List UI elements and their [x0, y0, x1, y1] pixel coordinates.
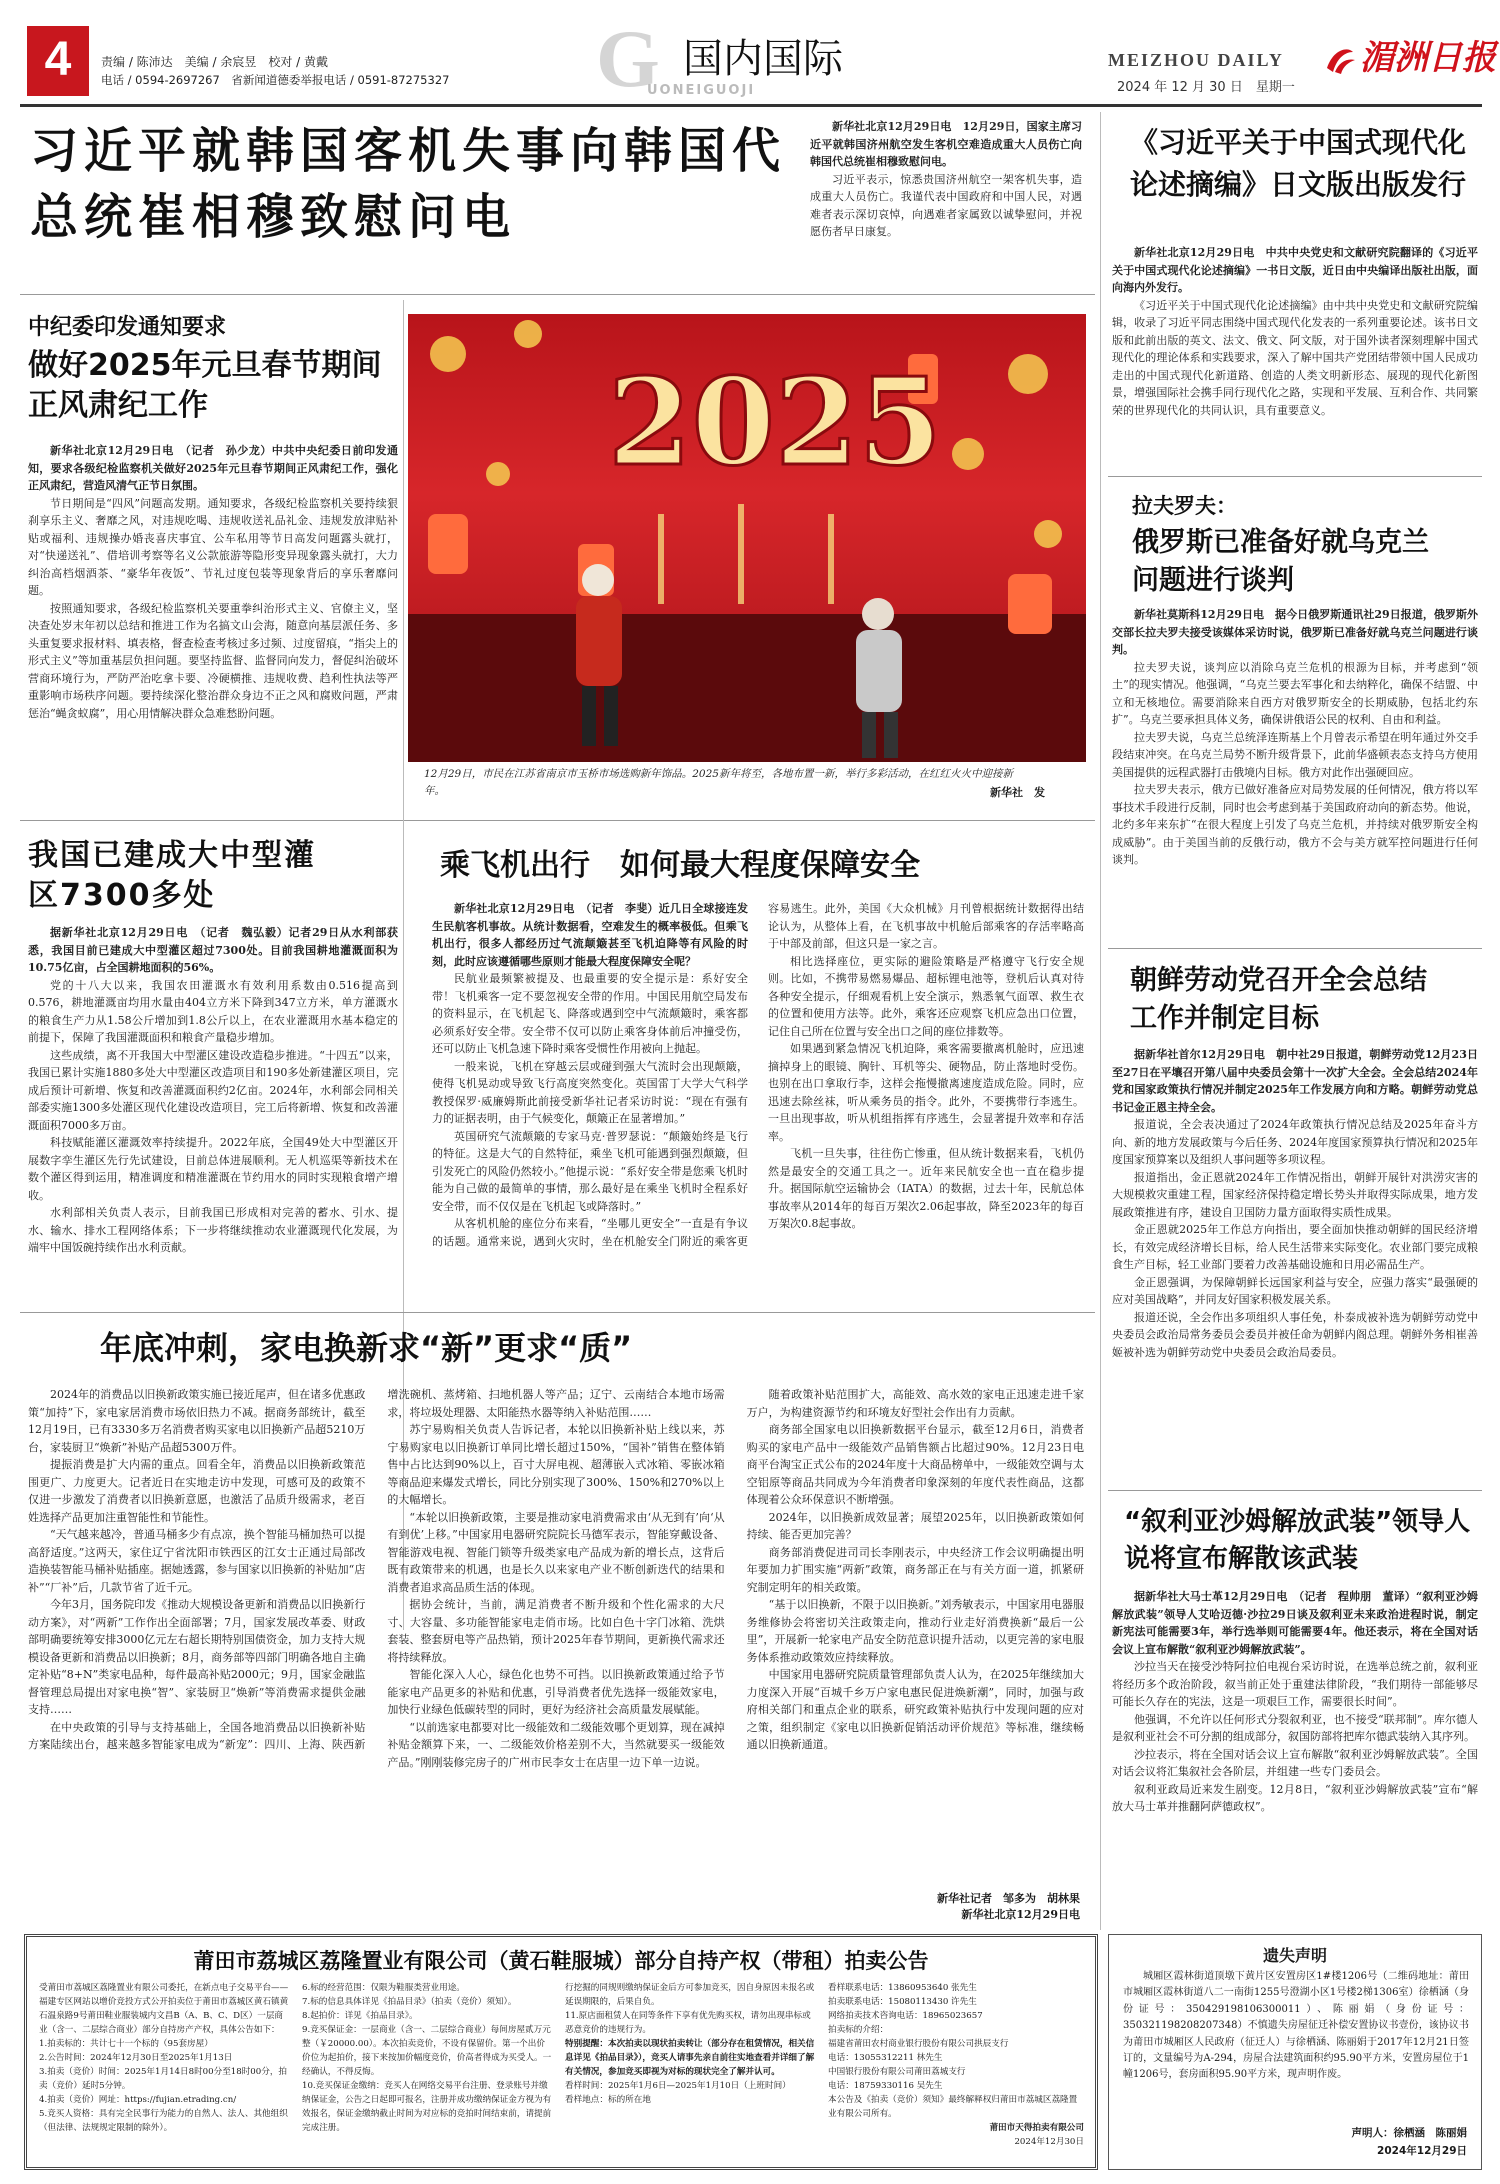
section-title: 国内国际 — [683, 36, 843, 82]
appliance-paragraph: 2024年的消费品以旧换新政策实施已接近尾声，但在诸多优惠政策“加持”下，家电家居消费市场依旧热力不减。据商务部统计，截至12月19日，已有3330多万名消费者购买家电以旧换新产品超5210万台，家装厨卫“焕新”补贴产品超5300万件。 — [28, 1388, 366, 1454]
divider — [20, 1312, 1095, 1313]
lavrov-paragraph: 拉夫罗夫说，乌克兰总统泽连斯基上个月曾表示希望在明年通过外交手段结束冲突。在乌克兰局势不断升级背景下，此前华盛顿表态支持乌方使用美国提供的远程武器打击俄境内目标。俄方对此作出强硬回应。 — [1112, 730, 1478, 779]
appliance-paragraph: 据协会统计，当前，满足消费者不断升级和个性化需求的大尺寸、大容量、多功能智能家电走俏市场。比如白色十字门冰箱、洗烘套装、整套厨电等产品热销，预计2025年春节期间，更新换代需求还将持续释放。 — [387, 1598, 725, 1664]
auction-line: 2024年12月30日 — [1014, 2137, 1084, 2147]
page-number: 4 — [44, 33, 72, 86]
dprk-paragraph: 据新华社首尔12月29日电 朝中社29日报道，朝鲜劳动党12月23日至27日在平壤召开第八届中央委员会第十一次扩大全会。全会总结2024年党和国家政策执行情况并制定2025年工作发展方向和方略。朝鲜劳动党总书记金正恩主持全会。 — [1112, 1048, 1478, 1114]
auction-line: 7.标的信息具体详见《拍品目录》（拍卖（竞价）须知）。 — [302, 1997, 517, 2007]
appliance-credit-reporters: 新华社记者 邹多为 胡林果 — [937, 1892, 1080, 1905]
masthead-rule — [20, 104, 1482, 107]
irrigation-paragraph: 据新华社北京12月29日电 （记者 魏弘毅）记者29日从水利部获悉，我国目前已建成大中型灌区超过7300处。目前我国耕地灌溉面积为10.75亿亩，占全国耕地面积的56%。 — [28, 926, 398, 974]
auction-line: 10.竞买保证金缴纳：竞买人在网络交易平台注册、登录账号并缴纳保证金，公告之日起即可报名，注册并成功缴纳保证金方视为有效报名，保证金缴纳截止时间为对应标的竞拍时间结束前，请提前完成注册。 — [302, 2081, 552, 2133]
book-paragraph: 新华社北京12月29日电 中共中央党史和文献研究院翻译的《习近平关于中国式现代化论述摘编》一书日文版，近日由中央编译出版社出版，面向海内外发行。 — [1112, 246, 1478, 294]
appliance-paragraph: 随着政策补贴范围扩大，高能效、高水效的家电正迅速走进千家万户，为构建资源节约和环境友好型社会作出有力贡献。 — [746, 1388, 1084, 1419]
syria-paragraph: 他强调，不允许以任何形式分裂叙利亚，也不接受“联邦制”。库尔德人是叙利亚社会不可分割的组成部分，叙国防部将把库尔德武装纳入其序列。 — [1112, 1712, 1478, 1743]
auction-line: 电话：13055312211 林先生 — [828, 2053, 943, 2063]
auction-column — [39, 1981, 289, 2165]
auction-line: 看样联系电话：13860953640 张先生 — [828, 1983, 977, 1993]
lead-story-paragraph: 习近平表示，惊悉贵国济州航空一架客机失事，造成重大人员伤亡。我谨代表中国政府和中国人民，对遇难者表示深切哀悼，向遇难者家属致以诚挚慰问，并祝愿伤者早日康复。 — [810, 172, 1082, 238]
auction-line: 11.原店面租赁人在同等条件下享有优先购买权，请勿出现串标或恶意竞价的违规行为。 — [565, 2011, 811, 2035]
appliance-headline: 年底冲刺，家电换新求“新”更求“质” — [100, 1329, 633, 1367]
discipline-paragraph: 按照通知要求，各级纪检监察机关要重拳纠治形式主义、官僚主义，坚决查处岁末年初以总结和推进工作为名搞文山会海，随意向基层派任务、多头重复要求报材料、填表格，督查检查考核过多过频、过度留痕，“指尖上的形式主义”等加重基层负担问题。要坚持监督、监督同向发力，督促纠治破坏营商环境行为，严防严治吃拿卡要、冷硬横推、违规收费、趋利性执法等严重影响市场秩序问题。要持续深化整治群众身边不正之风和腐败问题，严肃惩治“蝇贪蚁腐”，用心用情解决群众急难愁盼问题。 — [28, 601, 398, 720]
lavrov-kicker: 拉夫罗夫： — [1132, 494, 1237, 518]
discipline-paragraph: 节日期间是“四风”问题高发期。通知要求，各级纪检监察机关要持续狠刹享乐主义、奢靡之风，对违规吃喝、违规收送礼品礼金、违规发放津贴补贴或福利、违规操办婚丧喜庆事宜、公车私用等节日高发问题露头就打，对“快递送礼”、借培训考察等名义公款旅游等隐形变异现象露头就打，大力纠治高档烟酒茶、“豪华年夜饭”、节礼过度包装等现象背后的享乐奢靡问题。 — [28, 496, 398, 597]
appliance-paragraph: 提振消费是扩大内需的重点。回看全年，消费品以旧换新政策范围更广、力度更大。记者近日在实地走访中发现，可感可及的政策不仅进一步激发了消费者以旧换新意愿，也激活了品质升级需求，老百姓选择产品更加注重智能性和节能性。 — [28, 1458, 366, 1524]
auction-line: 网络拍卖技术咨询电话：18965023657 — [828, 2011, 983, 2021]
divider — [1100, 112, 1101, 1930]
syria-headline: “叙利亚沙姆解放武装”领导人说将宣布解散该武装 — [1124, 1507, 1471, 1574]
section-letter: G — [596, 13, 660, 104]
dprk-paragraph: 报道说，全会表决通过了2024年政策执行情况总结及2025年奋斗方向、新的地方发展政策与今后任务、2024年度国家预算执行情况和2025年度国家预算案以及组织人事问题等多项议程。 — [1112, 1118, 1478, 1166]
dprk-paragraph: 报道还说，全会作出多项组织人事任免，朴泰成被补选为朝鲜劳动党中央委员会政治局常务委员会委员并被任命为朝鲜内阁总理。朝鲜外务相崔善姬被补选为朝鲜劳动党中央委员会政治局委员。 — [1112, 1310, 1478, 1359]
lost-notice — [1108, 1934, 1482, 2170]
dprk-paragraph: 报道指出，金正恩就2024年工作情况指出，朝鲜开展针对洪涝灾害的大规模救灾重建工程，国家经济保持稳定增长势头并取得实际成果，地方发展政策推进有序，建设自卫国防力量方面取得实质性成果。 — [1112, 1170, 1478, 1219]
auction-line: 5.竞买人资格：具有完全民事行为能力的自然人、法人、其他组织（但法律、法规规定限制的除外）。 — [39, 2109, 288, 2133]
flight-headline: 乘飞机出行 如何最大程度保障安全 — [440, 848, 920, 883]
appliance-paragraph: 今年3月，国务院印发《推动大规模设备更新和消费品以旧换新行动方案》，对“两新”工作作出全面部署；7月，国家发展改革委、财政部明确要统筹安排3000亿元左右超长期特别国债资金，加力支持大规模设备更新和消费品以旧换新；8月，商务部等四部门明确各地自主确定补贴“8+N”类家电品种，每件最高补贴2000元；9月，国家金融监督管理总局提出对家电换“智”、家装厨卫“焕新”等消费需求提供金融支持…… — [28, 1598, 366, 1716]
dprk-paragraph: 金正恩就2025年工作总方向指出，要全面加快推动朝鲜的国民经济增长，有效完成经济增长目标，给人民生活带来实际变化。农业部门要完成粮食生产目标，轻工业部门要着力改善基础设施和日用必需品生产。 — [1112, 1223, 1478, 1271]
flight-paragraph: 从客机机舱的座位分布来看，“坐哪儿更安全”一直是有争议的话题。通常来说，遇到火灾时，坐在机舱安全门附近的乘客更容易逃生。此外，美国《大众机械》月刊曾根据统计数据得出结论认为，从整体上看，在飞机事故中机舱后部乘客的存活率略高于中部及前部，但这只是一家之言。 — [432, 902, 1084, 1248]
photo-artwork — [408, 314, 1086, 762]
syria-paragraph: 叙利亚政局近来发生剧变。12月8日，“叙利亚沙姆解放武装”宣布“解放大马士革并推翻阿萨德政权”。 — [1112, 1782, 1478, 1813]
auction-line: 拍卖标的介绍： — [828, 2025, 889, 2035]
flight-paragraph: 飞机一旦失事，往往伤亡惨重，但从统计数据来看，飞机仍然是最安全的交通工具之一。近年来民航安全也一直在稳步提升。据国际航空运输协会（IATA）的数据，过去十年，民航总体事故率从2014年的每百万架次2.06起事故，降至2023年的每百万架次0.8起事故。 — [768, 1147, 1084, 1230]
appliance-paragraph: 2024年，以旧换新成效显著；展望2025年，以旧换新政策如何持续、能否更加完善？ — [746, 1510, 1084, 1541]
auction-line: 6.标的经营范围：仅限为鞋服类营业用途。 — [302, 1983, 465, 1993]
auction-column — [828, 1981, 1084, 2165]
flight-paragraph: 新华社北京12月29日电 （记者 李斐）近几日全球接连发生民航客机事故。从统计数据看，空难发生的概率极低。但乘飞机出行，很多人都经历过气流颠簸甚至飞机迫降等有风险的时刻，此时应该遵循哪些原则才能最大程度保障安全呢？ — [432, 902, 748, 968]
syria-paragraph: 沙拉表示，将在全国对话会议上宣布解散“叙利亚沙姆解放武装”。全国对话会议将汇集叙社会各阶层，并组建一些专门委员会。 — [1112, 1747, 1478, 1778]
lavrov-paragraph: 拉夫罗夫说，谈判应以消除乌克兰危机的根源为目标，并考虑到“领土”的现实情况。他强调，“乌克兰要去军事化和去纳粹化，确保不结盟、中立和无核地位。需要消除来自西方对俄罗斯安全的长期威胁，包括北约东扩”。乌克兰要承担具体义务，确保讲俄语公民的权利、自由和利益。 — [1112, 660, 1478, 726]
discipline-kicker: 中纪委印发通知要求 — [28, 315, 227, 340]
paper-chinese-name: 湄洲日报 — [1360, 38, 1496, 78]
issue-date: 2024 年 12 月 30 日 星期一 — [1117, 80, 1295, 95]
irrigation-headline: 我国已建成大中型灌区7300多处 — [28, 838, 316, 913]
lavrov-headline: 俄罗斯已准备好就乌克兰问题进行谈判 — [1132, 527, 1429, 596]
auction-line: 莆田市天得拍卖有限公司 — [989, 2123, 1084, 2133]
auction-line: 1.拍卖标的：共计七十一个标的（95套房屋） — [39, 2039, 213, 2049]
irrigation-body — [28, 924, 398, 1292]
book-body — [1112, 244, 1478, 470]
appliance-paragraph: 商务部消费促进司司长李刚表示，中央经济工作会议明确提出明年要加力扩围实施“两新”政策，商务部正在与有关方面一道，抓紧研究制定明年的相关政策。 — [746, 1545, 1084, 1594]
auction-line: 特别提醒：本次拍卖以现状拍卖转让（部分存在租赁情况，相关信息详见《拍品目录》），竞买人请事先亲自前往实地查看并详细了解有关情况，参加竞买即视为对标的现状完全了解并认可。 — [565, 2039, 815, 2077]
auction-headline: 莆田市荔城区荔隆置业有限公司（黄石鞋服城）部分自持产权（带租）拍卖公告 — [193, 1948, 929, 1973]
syria-paragraph: 据新华社大马士革12月29日电 （记者 程帅朋 董译）“叙利亚沙姆解放武装”领导人艾哈迈德·沙拉29日谈及叙利亚未来政治进程时说，制定新宪法可能需要3年，举行选举则可能需要4年。他还表示，将在全国对话会议上宣布解散“叙利亚沙姆解放武装”。 — [1112, 1590, 1478, 1656]
auction-line: 看样地点：标的所在地 — [565, 2095, 651, 2105]
discipline-body — [28, 442, 398, 810]
book-headline: 《习近平关于中国式现代化论述摘编》日文版出版发行 — [1130, 126, 1467, 201]
paper-english-name: MEIZHOU DAILY — [1108, 50, 1284, 70]
section-pinyin: UONEIGUOJI — [647, 83, 756, 98]
divider — [1108, 1490, 1482, 1491]
appliance-paragraph: “本轮以旧换新政策，主要是推动家电消费需求由‘从无到有’向‘从有到优’上移。”中国家用电器研究院院长马德军表示，智能穿戴设备、智能游戏电视、智能门锁等升级类家电产品成为新的增长点，这背后既有政策带来的机遇，也是长久以来家电产业不断创新迭代的结果和消费者追求高品质生活的体现。 — [387, 1510, 725, 1594]
irrigation-paragraph: 科技赋能灌区灌溉效率持续提升。2022年底，全国49处大中型灌区开展数字孪生灌区先行先试建设，目前总体进展顺利。无人机巡渠等新技术在数个灌区得到运用，精准调度和精准灌溉在节约用水的同时实现粮食增产增收。 — [28, 1136, 398, 1202]
divider — [1108, 476, 1482, 477]
auction-line: 看样时间：2025年1月6日—2025年1月10日（上班时间） — [565, 2081, 791, 2091]
auction-line: 拍卖联系电话：15080113430 许先生 — [828, 1997, 977, 2007]
lost-notice-date: 2024年12月29日 — [1377, 2145, 1467, 2157]
auction-column — [565, 1981, 815, 2165]
paper-logo-icon — [1323, 42, 1357, 76]
auction-line: 中国银行股份有限公司莆田荔城支行 — [828, 2067, 966, 2077]
lead-story-paragraph: 新华社北京12月29日电 12月29日，国家主席习近平就韩国济州航空发生客机空难造成重大人员伤亡向韩国代总统崔相穆致慰问电。 — [810, 120, 1082, 168]
lavrov-body — [1112, 606, 1478, 942]
divider — [20, 294, 1095, 295]
discipline-paragraph: 新华社北京12月29日电 （记者 孙少龙）中共中央纪委日前印发通知，要求各级纪检监察机关做好2025年元旦春节期间正风肃纪工作，强化正风肃纪，营造风清气正节日氛围。 — [28, 444, 398, 492]
photo-caption — [408, 766, 1086, 800]
book-paragraph: 《习近平关于中国式现代化论述摘编》由中共中央党史和文献研究院编辑，收录了习近平同志围绕中国式现代化发表的一系列重要论述。该书日文版和此前出版的英文、法文、俄文、阿文版，对于国外读者深刻理解中国式现代化的理论体系和实践要求，深入了解中国共产党团结带领中国人民成功走出的中国式现代化新道路、创造的人类文明新形态、展现的现代化新图景，增强国际社会携手同行现代化之路，实现和平发展、互利合作、共同繁荣的世界现代化的共同认识，具有重要意义。 — [1112, 298, 1478, 417]
auction-line: 行挖掘的同规则缴纳保证金后方可参加竞买，因自身原因未报名或延误期限的，后果自负。 — [565, 1983, 815, 2007]
appliance-paragraph: 在中央政策的引导与支持基础上，全国各地消费品以旧换新补贴方案陆续出台，越来越多智能家电成为“新宠”：四川、上海、陕西新增洗碗机、蒸烤箱、扫地机器人等产品；辽宁、云南结合本地市场需求，将垃圾处理器、太阳能热水器等纳入补贴范围…… — [28, 1388, 725, 1751]
auction-line: 4.拍卖（竞价）网址：https://fujian.etrading.cn/ — [39, 2095, 237, 2105]
appliance-paragraph: 中国家用电器研究院质量管理部负责人认为，在2025年继续加大力度深入开展“百城千乡万户家电惠民促进焕新潮”，同时，加强与政府相关部门和重点企业的联系，研究政策补贴执行中发现问题的应对之策，组织制定《家电以旧换新促销活动评价规范》等标准，继续畅通以旧换新通道。 — [746, 1668, 1084, 1751]
appliance-body — [28, 1386, 1084, 1884]
auction-line: 9.竞买保证金：一层商业（含一、二层综合商业）每间房屋贰万元整（￥20000.00）。本次拍卖竞价，不设有保留价。第一个出价价位为起拍价，接下来按加价幅度竞价，价高者得成为买受人。一经确认，不得反悔。 — [302, 2025, 552, 2077]
appliance-paragraph: 商务部全国家电以旧换新数据平台显示，截至12月6日，消费者购买的家电产品中一级能效产品销售额占比超过90%。12月23日电商平台淘宝正式公布的2024年度十大商品榜单中，一级能效空调与太空铝原等商品共同成为今年消费者印象深刻的年度代表性商品，这都体现着公众环保意识不断增强。 — [746, 1423, 1084, 1506]
dprk-body — [1112, 1046, 1478, 1484]
auction-notice — [24, 1934, 1098, 2170]
editors-line: 责编 / 陈沛达 美编 / 余宸昱 校对 / 黄戴 — [101, 55, 329, 69]
flight-paragraph: 相比选择座位，更实际的避险策略是严格遵守飞行安全规则。比如，不携带易燃易爆品、超标锂电池等，登机后认真对待各种安全提示，仔细观看机上安全演示，熟悉氧气面罩、救生衣的位置和使用方法等。此外，乘客还应观察飞机应急出口位置，记住自己所在位置与安全出口之间的座位排数等。 — [768, 954, 1084, 1038]
auction-line: 8.起拍价：详见《拍品目录》。 — [302, 2011, 418, 2021]
auction-line: 电话：18759330116 吴先生 — [828, 2081, 943, 2091]
auction-line: 本公告及《拍卖（竞价）须知》最终解释权归莆田市荔城区荔隆置业有限公司所有。 — [828, 2095, 1078, 2119]
auction-line: 受莆田市荔城区荔隆置业有限公司委托，在新点电子交易平台——福建专区网站以增价竞投方式公开拍卖位于莆田市荔城区黄石镇黄石温泉路9号莆田鞋业服装城内文昌B（A、B、C、D区）一层商业（含一、二层综合商业）部分自持房产产权，具体公告如下： — [39, 1983, 289, 2035]
flight-paragraph: 英国研究气流颠簸的专家马克·普罗瑟说：“颠簸始终是飞行的特征。这是大气的自然特征，乘坐飞机可能遇到强烈颠簸，但引发死亡的风险仍然较小。”他提示说：“系好安全带是您乘飞机时能为自己做的最简单的事情，那么最好是在乘坐飞机时全程系好安全带，而不仅仅是在飞机起飞或降落时。” — [432, 1129, 748, 1213]
appliance-paragraph: “基于以旧换新，不限于以旧换新。”刘秀敏表示，中国家用电器服务维修协会将密切关注政策走向，推动行业走好消费换新“最后一公里”，开展新一轮家电产品安全防范意识提升活动，以更完善的家电服务体系推动政策效应持续释放。 — [746, 1598, 1084, 1664]
auction-line: 福建省莆田农村商业银行股份有限公司拱辰支行 — [828, 2039, 1009, 2049]
flight-paragraph: 一般来说，飞机在穿越云层或碰到强大气流时会出现颠簸，使得飞机晃动或导致飞行高度突然变化。英国雷丁大学大气科学教授保罗·威廉姆斯此前接受新华社记者采访时说：“现在有强有力的证据表明，由于气候变化，颠簸正在显著增加。” — [432, 1059, 748, 1125]
irrigation-paragraph: 党的十八大以来，我国农田灌溉水有效利用系数由0.516提高到0.576，耕地灌溉亩均用水量由404立方米下降到347立方米，单方灌溉水的粮食生产力从1.58公斤增加到1.8公斤以上，在农业灌溉用水基本稳定的前提下，保障了我国灌溉面积和粮食产量稳步增加。 — [28, 978, 398, 1044]
lead-headline: 习近平就韩国客机失事向韩国代总统崔相穆致慰问电 — [30, 123, 787, 245]
appliance-paragraph: 苏宁易购相关负责人告诉记者，本轮以旧换新补贴上线以来，苏宁易购家电以旧换新订单同比增长超过150%，“国补”销售在整体销售中占比达到90%以上，百寸大屏电视、超薄嵌入式冰箱、零嵌冰箱等商品迎来爆发式增长，同比分别实现了300%、150%和270%以上的大幅增长。 — [387, 1423, 725, 1506]
photo-credit: 新华社 发 — [990, 786, 1045, 799]
discipline-headline: 做好2025年元旦春节期间正风肃纪工作 — [28, 348, 382, 423]
irrigation-paragraph: 水利部相关负责人表示，目前我国已形成相对完善的蓄水、引水、提水、输水、排水工程网络体系；下一步将继续推动农业灌溉现代化发展，为端牢中国饭碗持续作出水利贡献。 — [28, 1206, 398, 1254]
appliance-credit — [800, 1890, 1080, 1922]
flight-paragraph: 民航业最频繁被提及、也最重要的安全提示是：系好安全带！飞机乘客一定不要忽视安全带的作用。中国民用航空局发布的资料显示，在飞机起飞、降落或遇到空中气流颠簸时，乘客都必须系好安全带。安全带不仅可以防止乘客身体前后冲撞受伤，还可以防止飞机急速下降时乘客受惯性作用被向上抛起。 — [432, 972, 748, 1055]
lost-notice-body: 城厢区霞林街道顶墩下黄片区安置房区1#楼1206号（二维码地址：莆田市城厢区霞林街道八二一南街1255号澄湖小区1号楼2梯1306室）徐栖涵（身份证号：350429198106300011）、陈丽娟（身份证号：350321198208207348）不慎遗失房屋征迁补偿安置协议书壹份，该协议书为莆田市城厢区人民政府（征迁人）与徐栖涵、陈丽娟于2017年12月21日签订的，文量编号为A-294，房屋合法建筑面积约95.90平方米，安置房屋位于1幢1206号，套房面积95.90平方米，现声明作废。 — [1123, 1971, 1469, 2081]
flight-body — [432, 900, 1084, 1300]
dprk-headline: 朝鲜劳动党召开全会总结工作并制定目标 — [1130, 965, 1427, 1034]
syria-paragraph: 沙拉当天在接受沙特阿拉伯电视台采访时说，在选举总统之前，叙利亚将经历多个政治阶段，叙当前正处于重建法律阶段，“我们期待一部能够尽可能长久存在的宪法，这是一项艰巨工作，需要很长时间”。 — [1112, 1660, 1478, 1708]
divider — [1108, 948, 1482, 949]
irrigation-paragraph: 这些成绩，离不开我国大中型灌区建设改造稳步推进。“十四五”以来，我国已累计实施1880多处大中型灌区改造项目和190多处新建灌区项目，完成后预计可新增、恢复和改善灌溉面积约2亿亩。2024年，水利部会同相关部委实施1300多处灌区现代化建设改造项目，完工后将新增、恢复和改善灌溉面积7000多万亩。 — [28, 1048, 398, 1132]
lost-notice-signer: 声明人：徐栖涵 陈丽娟 — [1351, 2127, 1467, 2139]
appliance-paragraph: “天气越来越冷，普通马桶多少有点凉，换个智能马桶加热可以提高舒适度。”这两天，家住辽宁省沈阳市铁西区的江女士正通过局部改造换装智能马桶补贴插座。据她透露，参与国家以旧换新的补贴加“店补”“厂补”后，几款节省了近千元。 — [28, 1528, 366, 1594]
auction-line: 3.拍卖（竞价）时间：2025年1月14日8时00分至18时00分，拍卖（竞价）延时5分钟。 — [39, 2067, 288, 2091]
syria-body — [1112, 1588, 1478, 1918]
appliance-paragraph: 智能化深入人心，绿色化也势不可挡。以旧换新政策通过给予节能家电产品更多的补贴和优惠，引导消费者优先选择一级能效家电，加快行业绿色低碳转型的同时，更好为经济社会高质量发展赋能。 — [387, 1668, 725, 1716]
divider — [20, 820, 1095, 821]
photo-caption-text: 12月29日，市民在江苏省南京市玉桥市场选购新年饰品。2025新年将至，各地布置一新，举行多彩活动，在红红火火中迎接新年。 — [424, 768, 1013, 797]
lost-notice-title: 遗失声明 — [1262, 1946, 1327, 1965]
flight-paragraph: 如果遇到紧急情况飞机迫降，乘客需要撤离机舱时，应迅速摘掉身上的眼镜、胸针、耳机等尖、硬物品，防止落地时受伤。也别在出口拿取行李，这样会拖慢撤离速度造成危险。同时，应迅速去除丝袜，听从乘务员的指令。此外，不要携带行李逃生。一旦出现事故，听从机组指挥有序逃生，会显著提升效率和存活率。 — [768, 1042, 1084, 1143]
dprk-paragraph: 金正恩强调，为保障朝鲜长远国家利益与安全，应强力落实“最强硬的应对美国战略”，并同友好国家积极发展关系。 — [1112, 1275, 1478, 1306]
lead-story-body — [810, 118, 1082, 288]
auction-line: 2.公告时间：2024年12月30日至2025年1月13日 — [39, 2053, 233, 2063]
appliance-credit-dateline: 新华社北京12月29日电 — [961, 1908, 1080, 1921]
phone-line: 电话 / 0594-2697267 省新闻道德委举报电话 / 0591-87275327 — [101, 73, 450, 87]
masthead — [0, 0, 1500, 104]
auction-column — [302, 1981, 552, 2165]
appliance-paragraph: “以前选家电都要对比一级能效和二级能效哪个更划算，现在减掉补贴金额算下来，一、二级能效价格差别不大，当然就要买一级能效产品。”刚刚装修完房子的广州市民李女士在店里一边下单一边说。 — [387, 1720, 725, 1769]
lavrov-paragraph: 拉夫罗夫表示，俄方已做好准备应对局势发展的任何情况，俄方将以军事技术手段进行反制，同时也会考虑到基于美国政府动向的新态势。他说，北约多年来东扩“在很大程度上引发了乌克兰危机，并持续对俄罗斯安全构成威胁”。由于美国当前的反俄行动，俄方不会与美方就军控问题进行任何谈判。 — [1112, 783, 1478, 866]
lavrov-paragraph: 新华社莫斯科12月29日电 据今日俄罗斯通讯社29日报道，俄罗斯外交部长拉夫罗夫接受该媒体采访时说，俄罗斯已准备好就乌克兰问题进行谈判。 — [1112, 608, 1478, 656]
photo-year-digits: 2025 — [608, 352, 942, 493]
news-photo — [408, 314, 1086, 762]
